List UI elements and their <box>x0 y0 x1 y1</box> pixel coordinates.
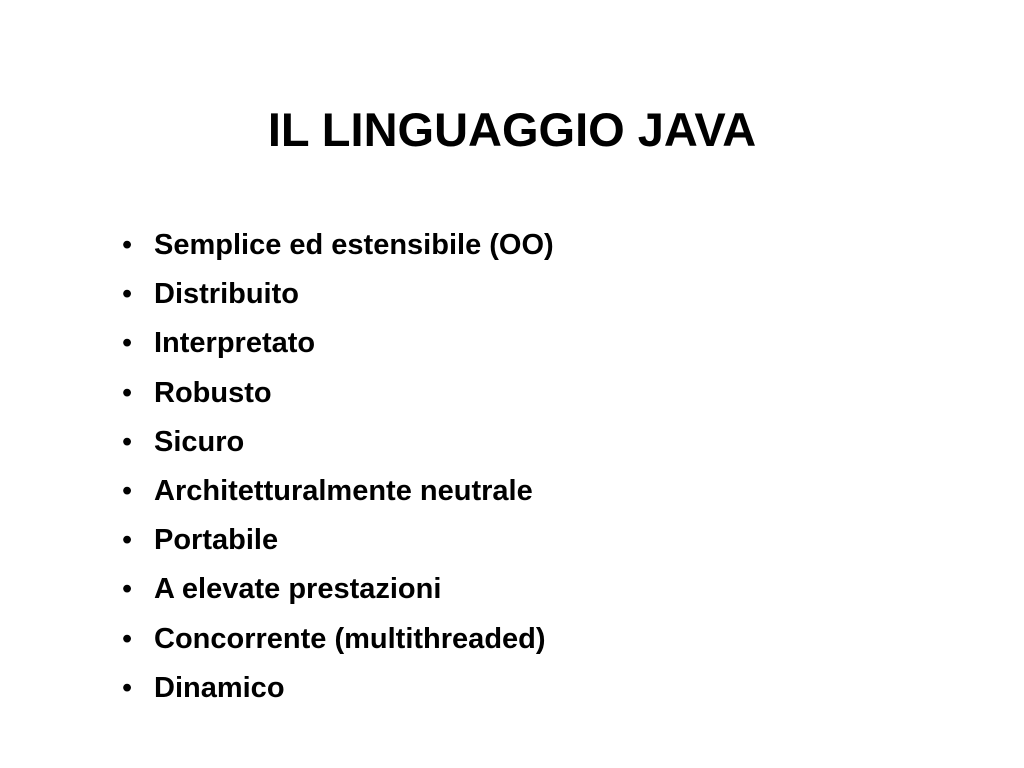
list-item-text: Dinamico <box>154 671 285 704</box>
list-item <box>118 565 554 614</box>
bullet-icon: • <box>122 327 133 360</box>
bullet-icon: • <box>122 229 133 261</box>
bullet-icon: • <box>122 573 133 606</box>
list-item <box>118 221 554 270</box>
bullet-icon: • <box>122 425 133 458</box>
bullet-icon: • <box>122 474 133 507</box>
list-item <box>118 270 554 319</box>
list-item-text: Portabile <box>154 524 279 557</box>
list-item <box>118 319 554 368</box>
list-item <box>118 664 554 713</box>
bullet-icon: • <box>122 524 133 557</box>
list-item-text: Architetturalmente neutrale <box>154 474 533 507</box>
bullet-list <box>118 221 554 713</box>
list-item-text: Distribuito <box>154 278 299 311</box>
bullet-icon: • <box>122 671 133 704</box>
list-item <box>118 369 554 418</box>
list-item <box>118 467 554 516</box>
bullet-icon: • <box>122 376 133 409</box>
list-item <box>118 418 554 467</box>
list-item <box>118 615 554 664</box>
slide-title: IL LINGUAGGIO JAVA <box>267 103 757 156</box>
list-item-text: Concorrente (multithreaded) <box>154 622 546 655</box>
bullet-icon: • <box>122 278 133 311</box>
list-item-text: Robusto <box>154 376 272 409</box>
list-item <box>118 516 554 565</box>
bullet-icon: • <box>122 622 133 655</box>
list-item-text: Semplice ed estensibile (OO) <box>154 229 554 261</box>
list-item-text: Interpretato <box>154 327 316 360</box>
list-item-text: A elevate prestazioni <box>154 573 442 606</box>
list-item-text: Sicuro <box>154 425 245 458</box>
